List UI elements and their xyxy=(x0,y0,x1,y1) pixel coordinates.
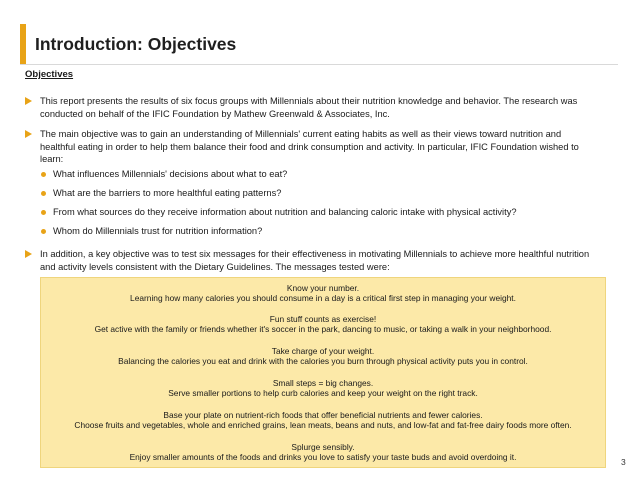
message-body: Balancing the calories you eat and drink with the calories you burn through physical activity puts you in control. xyxy=(118,356,528,367)
message-small-steps xyxy=(41,378,605,398)
message-take-charge xyxy=(41,346,605,366)
bullet-line: This report presents the results of six focus groups with Millennials about their nutrition knowledge and behavior. The research was xyxy=(40,96,578,106)
message-fun-stuff xyxy=(41,314,605,334)
bullet-line: learn: xyxy=(40,154,64,165)
dot-bullet-icon xyxy=(41,172,46,177)
messages-box xyxy=(40,277,606,468)
message-body: Enjoy smaller amounts of the foods and drinks you love to satisfy your taste buds and avoid overdoing it. xyxy=(129,452,517,463)
triangle-bullet-icon xyxy=(25,250,32,258)
dot-bullet-icon xyxy=(41,210,46,215)
message-body: Choose fruits and vegetables, whole and enriched grains, lean meats, beans and nuts, and low-fat and fat-free dairy foods more often. xyxy=(74,420,572,431)
section-heading: Objectives xyxy=(25,69,74,80)
title-divider xyxy=(20,64,618,65)
message-body: Get active with the family or friends whether it's soccer in the park, dancing to music, or taking a walk in your neighborhood. xyxy=(94,324,552,335)
page-title: Introduction: Objectives xyxy=(35,34,237,54)
bullet-line: healthful eating in order to help them balance their food and drink consumption and activity. In particular, IFIC Foundation wished to xyxy=(40,141,579,152)
message-headline: Base your plate on nutrient-rich foods that offer beneficial nutrients and fewer calories. xyxy=(163,410,483,420)
triangle-bullet-icon xyxy=(25,130,32,138)
bullet-line: The main objective was to gain an understanding of Millennials' current eating habits as well as their views toward nutrition and xyxy=(40,129,562,139)
title-accent-bar xyxy=(20,24,26,64)
message-headline: Take charge of your weight. xyxy=(271,346,375,356)
message-headline: Know your number. xyxy=(286,283,360,293)
message-splurge xyxy=(41,442,605,462)
message-body: Serve smaller portions to help curb calories and keep your weight on the right track. xyxy=(168,388,478,399)
message-base-your-plate xyxy=(41,410,605,430)
message-body: Learning how many calories you should consume in a day is a critical first step in managing your weight. xyxy=(130,293,516,304)
bullet-line: and activity levels consistent with the Dietary Guidelines. The messages tested were: xyxy=(40,261,390,272)
message-headline: Fun stuff counts as exercise! xyxy=(269,314,377,324)
message-headline: Splurge sensibly. xyxy=(291,442,355,452)
message-know-your-number xyxy=(41,283,605,303)
dot-bullet-icon xyxy=(41,191,46,196)
message-headline: Small steps = big changes. xyxy=(272,378,374,388)
triangle-bullet-icon xyxy=(25,97,32,105)
dot-bullet-icon xyxy=(41,229,46,234)
bullet-line: conducted on behalf of the IFIC Foundation by Mathew Greenwald & Associates, Inc. xyxy=(40,108,390,119)
page-number: 3 xyxy=(621,457,626,467)
bullet-line: In addition, a key objective was to test six messages for their effectiveness in motivating Millennials to achieve more healthful nutrition xyxy=(40,249,590,259)
